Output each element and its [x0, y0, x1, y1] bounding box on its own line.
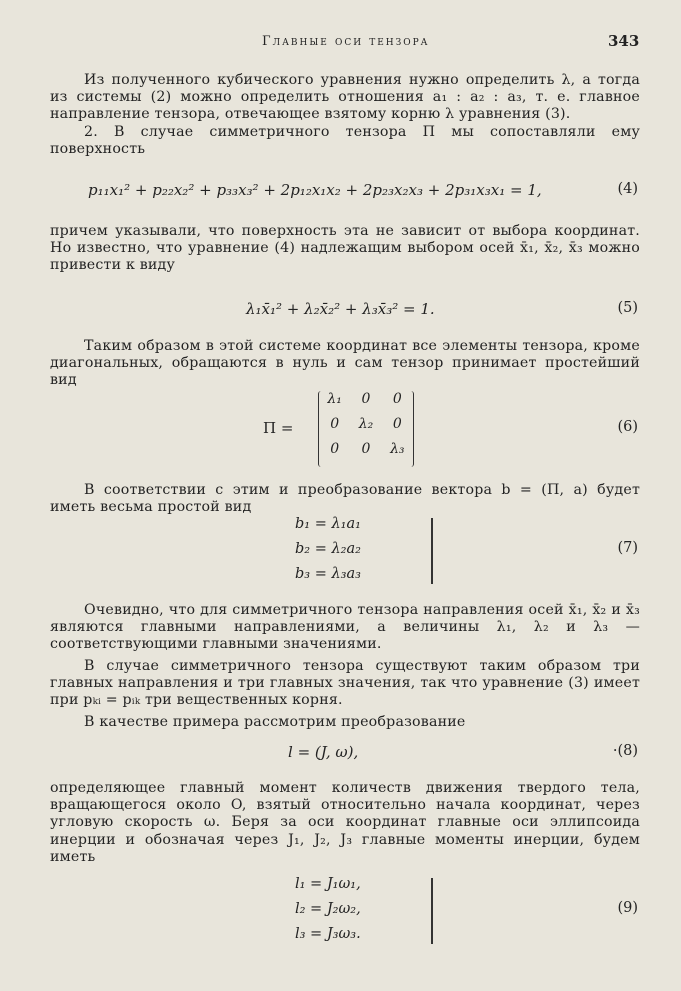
- equation-4-body: p₁₁x₁² + p₂₂x₂² + p₃₃x₃² + 2p₁₂x₁x₂ + 2p₂₃x₂x₃ + 2p₃₁x₃x₁ = 1,: [88, 181, 542, 199]
- equation-9-line: l₂ = J₂ω₂,: [295, 901, 361, 917]
- equation-8-body: l = (J, ω),: [288, 743, 359, 761]
- paragraph-8: В качестве примера рассмотрим преобразование: [84, 714, 466, 730]
- equation-5-number: (5): [617, 300, 638, 316]
- equation-7-line: b₃ = λ₃a₃: [295, 566, 361, 582]
- matrix-cell: 0: [330, 441, 340, 457]
- matrix-row: [319, 391, 413, 416]
- equation-9-number: (9): [617, 900, 638, 916]
- matrix-cell: 0: [361, 391, 371, 407]
- paragraph-9: определяющее главный момент количеств движения твердого тела, вращающегося около O, взятый относительно начала координат, через угловую скорость ω. Беря за оси координат главные оси эллипсоида инерции и обозначая через J₁, J₂, J₃ главные моменты инерции, будем иметь: [50, 780, 640, 865]
- matrix-cell: 0: [392, 416, 402, 432]
- equation-6: [50, 389, 640, 469]
- equation-5: [50, 297, 640, 323]
- paragraph-4: Таким образом в этой системе координат все элементы тензора, кроме диагональных, обращаются в нуль и сам тензор принимает простейший вид: [50, 338, 640, 389]
- matrix-cell: λ₃: [390, 441, 405, 457]
- paragraph-7: В случае симметричного тензора существуют таким образом три главных направления и три главных значения, так что уравнение (3) имеет при pₖᵢ = pᵢₖ три вещественных корня.: [50, 658, 640, 709]
- equation-8: [50, 740, 640, 766]
- paragraph-2: 2. В случае симметричного тензора П мы сопоставляли ему поверхность: [50, 124, 640, 158]
- paragraph-1: Из полученного кубического уравнения нужно определить λ, а тогда из системы (2) можно определить отношения a₁ : a₂ : a₃, т. е. главное направление тензора, отвечающее взятому корню λ уравнения (3).: [50, 72, 640, 123]
- equation-7-line: b₂ = λ₂a₂: [295, 541, 361, 557]
- matrix-cell: λ₁: [327, 391, 342, 407]
- equation-8-number: ·(8): [612, 743, 638, 759]
- system-brace: [431, 518, 433, 584]
- matrix-grid: [318, 391, 414, 467]
- matrix-lhs: П =: [263, 419, 294, 437]
- matrix-cell: 0: [392, 391, 402, 407]
- equation-7-number: (7): [617, 540, 638, 556]
- paragraph-6: Очевидно, что для симметричного тензора направления осей x̄₁, x̄₂ и x̄₃ являются главными направлениями, а величины λ₁, λ₂ и λ₃ — соответствующими главными значениями.: [50, 602, 640, 653]
- paragraph-3: причем указывали, что поверхность эта не зависит от выбора координат. Но известно, что уравнение (4) надлежащим выбором осей x̄₁, x̄₂, x̄₃ можно привести к виду: [50, 223, 640, 274]
- equation-6-number: (6): [617, 419, 638, 435]
- matrix-cell: λ₂: [358, 416, 374, 432]
- equation-7: [50, 512, 640, 590]
- equation-9-line: l₁ = J₁ω₁,: [295, 876, 361, 892]
- equation-4-number: (4): [617, 181, 638, 197]
- running-head: Главные оси тензора: [262, 34, 430, 49]
- equation-9: [50, 872, 640, 950]
- system-brace: [431, 878, 433, 944]
- equation-4: [50, 178, 640, 204]
- matrix-row: [319, 416, 413, 441]
- paragraph-5: В соответствии с этим и преобразование вектора b = (П, a) будет иметь весьма простой вид: [50, 482, 640, 516]
- page-number: 343: [608, 32, 640, 50]
- equation-5-body: λ₁x̄₁² + λ₂x̄₂² + λ₃x̄₃² = 1.: [246, 300, 435, 318]
- matrix-cell: 0: [330, 416, 340, 432]
- page-header: [0, 30, 681, 54]
- matrix-row: [319, 441, 413, 466]
- equation-7-line: b₁ = λ₁a₁: [295, 516, 361, 532]
- matrix-cell: 0: [361, 441, 371, 457]
- equation-9-line: l₃ = J₃ω₃.: [295, 926, 361, 942]
